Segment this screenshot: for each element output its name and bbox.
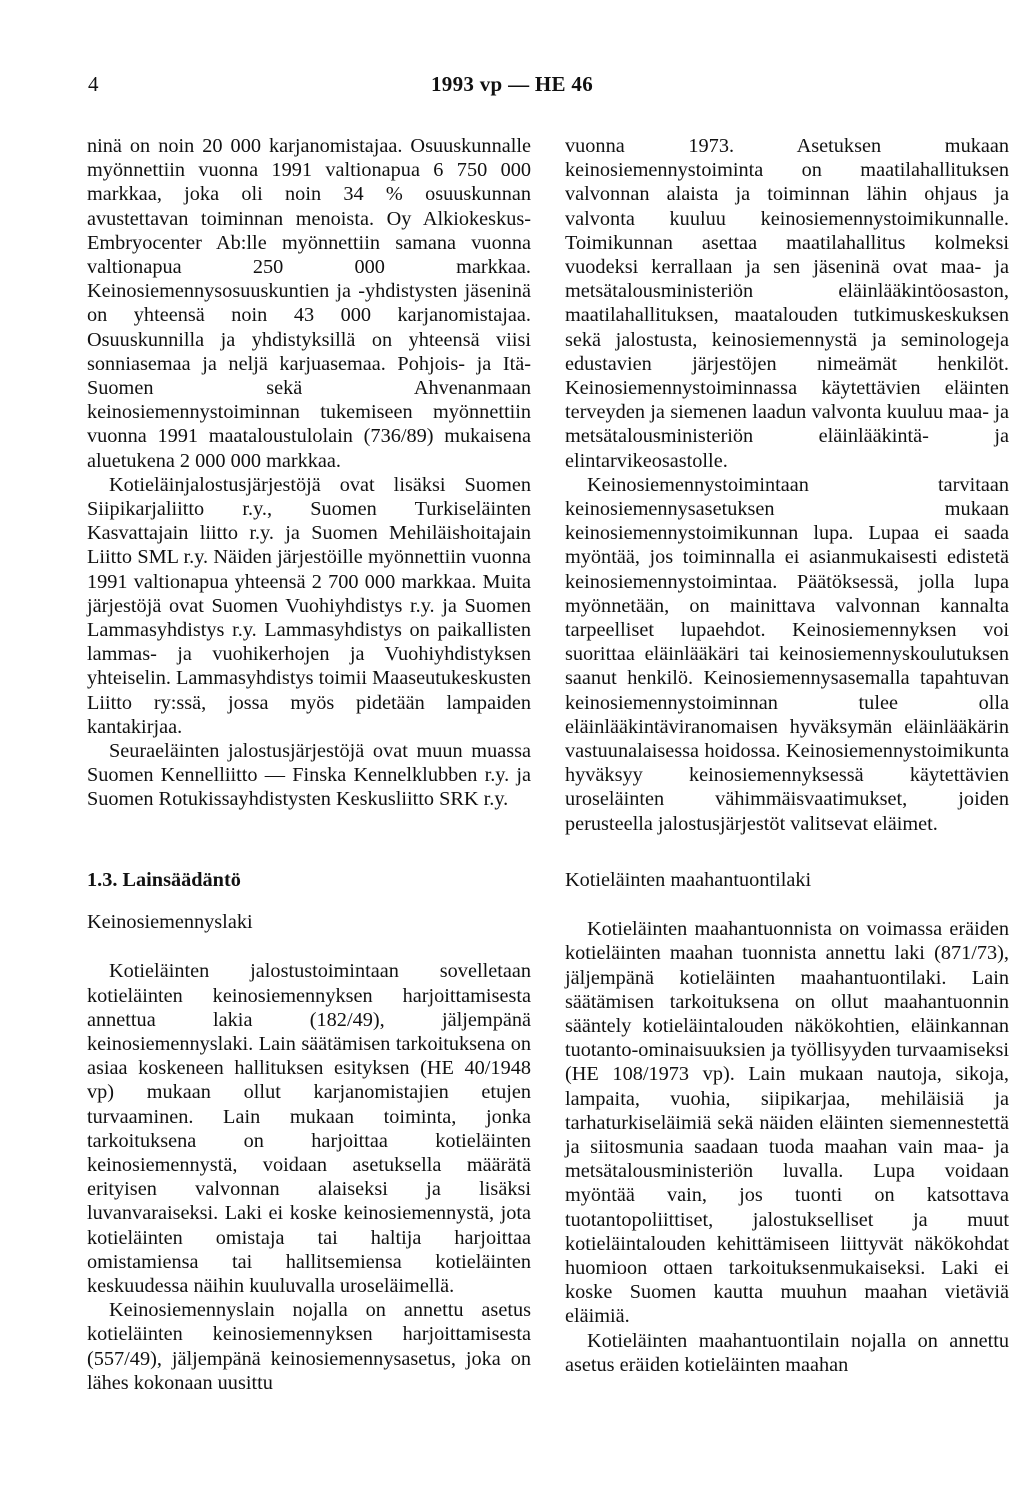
left-column-bottom	[87, 868, 531, 1395]
left-column-top	[87, 134, 531, 812]
right-column-top	[565, 134, 1009, 836]
body-paragraph: ninä on noin 20 000 karjanomistajaa. Osuuskunnalle myönnettiin vuonna 1991 valtionapua 6 750 000 markkaa, joka oli noin 34 % osuuskunnan avustettavan toiminnan menoista. Oy Alkiokeskus-Embryocenter Ab:lle myönnettiin samana vuonna valtionapua 250 000 markkaa. Keinosiemennysosuuskuntien ja -yhdistysten jäseninä on yhteensä noin 43 000 karjanomistajaa. Osuuskunnilla ja yhdistyksillä on yhteensä viisi sonniasemaa ja neljä karjuasemaa. Pohjois- ja Itä-Suomen sekä Ahvenanmaan keinosiemennystoiminnan tukemiseen myönnettiin vuonna 1991 maataloustulolain (736/89) mukaisena aluetukena 2 000 000 markkaa.	[87, 135, 531, 472]
body-paragraph: Kotieläinten jalostustoimintaan sovelletaan kotieläinten keinosiemennyksen harjoittamisesta annettua lakia (182/49), jäljempänä keinosiemennyslaki. Lain säätämisen tarkoituksena on asiaa koskeneen hallituksen esityksen (HE 40/1948 vp) mukaan ollut karjanomistajien etujen turvaaminen. Lain mukaan toiminta, jonka tarkoituksena on harjoittaa kotieläinten keinosiemennystä, voidaan asetuksella määrätä erityisen valvonnan alaiseksi ja lisäksi luvanvaraiseksi. Laki ei koske keinosiemennystä, jota kotieläinten omistaja tai haltija harjoittaa omistamiensa tai hallitsemiensa kotieläinten keskuudessa näihin kuuluvalla uroseläimellä.	[87, 960, 531, 1298]
body-paragraph: vuonna 1973. Asetuksen mukaan keinosiemennystoiminta on maatilahallituksen valvonnan alaista ja toiminnan lähin ohjaus ja valvonta kuuluu keinosiemennystoimikunnalle. Toimikunnan asettaa maatilahallitus kolmeksi vuodeksi kerrallaan ja sen jäseninä ovat maa- ja metsätalousministeriön eläinlääkintöosaston, maatilahallituksen, maatalouden tutkimuskeskuksen sekä jalostusta, keinosiemennystä ja seminologeja edustavien järjestöjen nimeämät henkilöt. Keinosiemennystoiminnassa käytettävien eläinten terveyden ja siemenen laadun valvonta kuuluu maa- ja metsätalousministeriön eläinlääkintä- ja elintarvikeosastolle.	[565, 135, 1009, 472]
body-paragraph: Seuraeläinten jalostusjärjestöjä ovat muun muassa Suomen Kennelliitto — Finska Kennelklubben r.y. ja Suomen Rotukissayhdistysten Keskusliitto SRK r.y.	[87, 740, 531, 811]
subsection-title: Keinosiemennyslaki	[87, 911, 253, 934]
body-paragraph: Kotieläinten maahantuonnista on voimassa eräiden kotieläinten maahan tuonnista annettu laki (871/73), jäljempänä kotieläinten maahantuontilaki. Lain säätämisen tarkoituksena on ollut maahantuonnin sääntely kotieläintalouden näkökohtien, eläinkannan tuotanto-ominaisuuksien ja työllisyyden turvaamiseksi (HE 108/1973 vp). Lain mukaan nautoja, sikoja, lampaita, vuohia, siipikarjaa, mehiläisiä ja tarhaturkiseläimiä sekä näiden eläinten siemennestettä ja siitosmunia saadaan tuoda maahan vain maa- ja metsätalousministeriön luvalla. Lupa voidaan myöntää vain, jos tuonti on katsottava tuotantopoliittiset, jalostukselliset ja muut kotieläintalouden kehittämiseen liittyvät näkökohdat huomioon ottaen tarkoituksenmukaiseksi. Laki ei koske Suomen kautta muuhun maahan vietäviä eläimiä.	[565, 918, 1009, 1328]
page-number: 4	[88, 72, 99, 96]
running-head: 1993 vp — HE 46	[430, 72, 594, 96]
body-paragraph: Keinosiemennystoimintaan tarvitaan keinosiemennysasetuksen mukaan keinosiemennystoimikunnan lupa. Lupaa ei saada myöntää, jos toiminnalla ei asianmukaisesti edistetä keinosiemennystoimintaa. Päätöksessä, jolla lupa myönnetään, on mainittava valvonnan kannalta tarpeelliset lupaehdot. Keinosiemennyksen voi suorittaa eläinlääkäri tai keinosiemennyskoulutuksen saanut henkilö. Keinosiemennysasemalla tapahtuvan keinosiemennystoiminnan tulee olla eläinlääkintäviranomaisen hyväksymän eläinlääkärin vastuunalaisessa hoidossa. Keinosiemennystoimikunta hyväksyy keinosiemennyksessä käytettävien uroseläinten vähimmäisvaatimukset, joiden perusteella jalostusjärjestöt valitsevat eläimet.	[565, 473, 1009, 835]
right-column-bottom	[565, 868, 1009, 1377]
body-paragraph: Kotieläinten maahantuontilain nojalla on annettu asetus eräiden kotieläinten maahan	[565, 1329, 1009, 1376]
body-paragraph: Keinosiemennyslain nojalla on annettu asetus kotieläinten keinosiemennyksen harjoittamisesta (557/49), jäljempänä keinosiemennysasetus, joka on lähes kokonaan uusittu	[87, 1299, 531, 1394]
section-title: 1.3. Lainsäädäntö	[87, 869, 241, 891]
page-header	[0, 72, 1024, 102]
body-paragraph: Kotieläinjalostusjärjestöjä ovat lisäksi Suomen Siipikarjaliitto r.y., Suomen Turkiseläinten Kasvattajain liitto r.y. ja Suomen Mehiläishoitajain Liitto SML r.y. Näiden järjestöille myönnettiin vuonna 1991 valtionapua yhteensä 2 700 000 markkaa. Muita järjestöjä ovat Suomen Vuohiyhdistys r.y. ja Suomen Lammasyhdistys r.y. Lammasyhdistys on paikallisten lammas- ja vuohikerhojen ja Vuohiyhdistyksen yhteiselin. Lammasyhdistys toimii Maaseutukeskusten Liitto ry:ssä, jossa myös pidetään lampaiden kantakirjaa.	[87, 473, 531, 738]
subsection-title: Kotieläinten maahantuontilaki	[565, 869, 812, 891]
